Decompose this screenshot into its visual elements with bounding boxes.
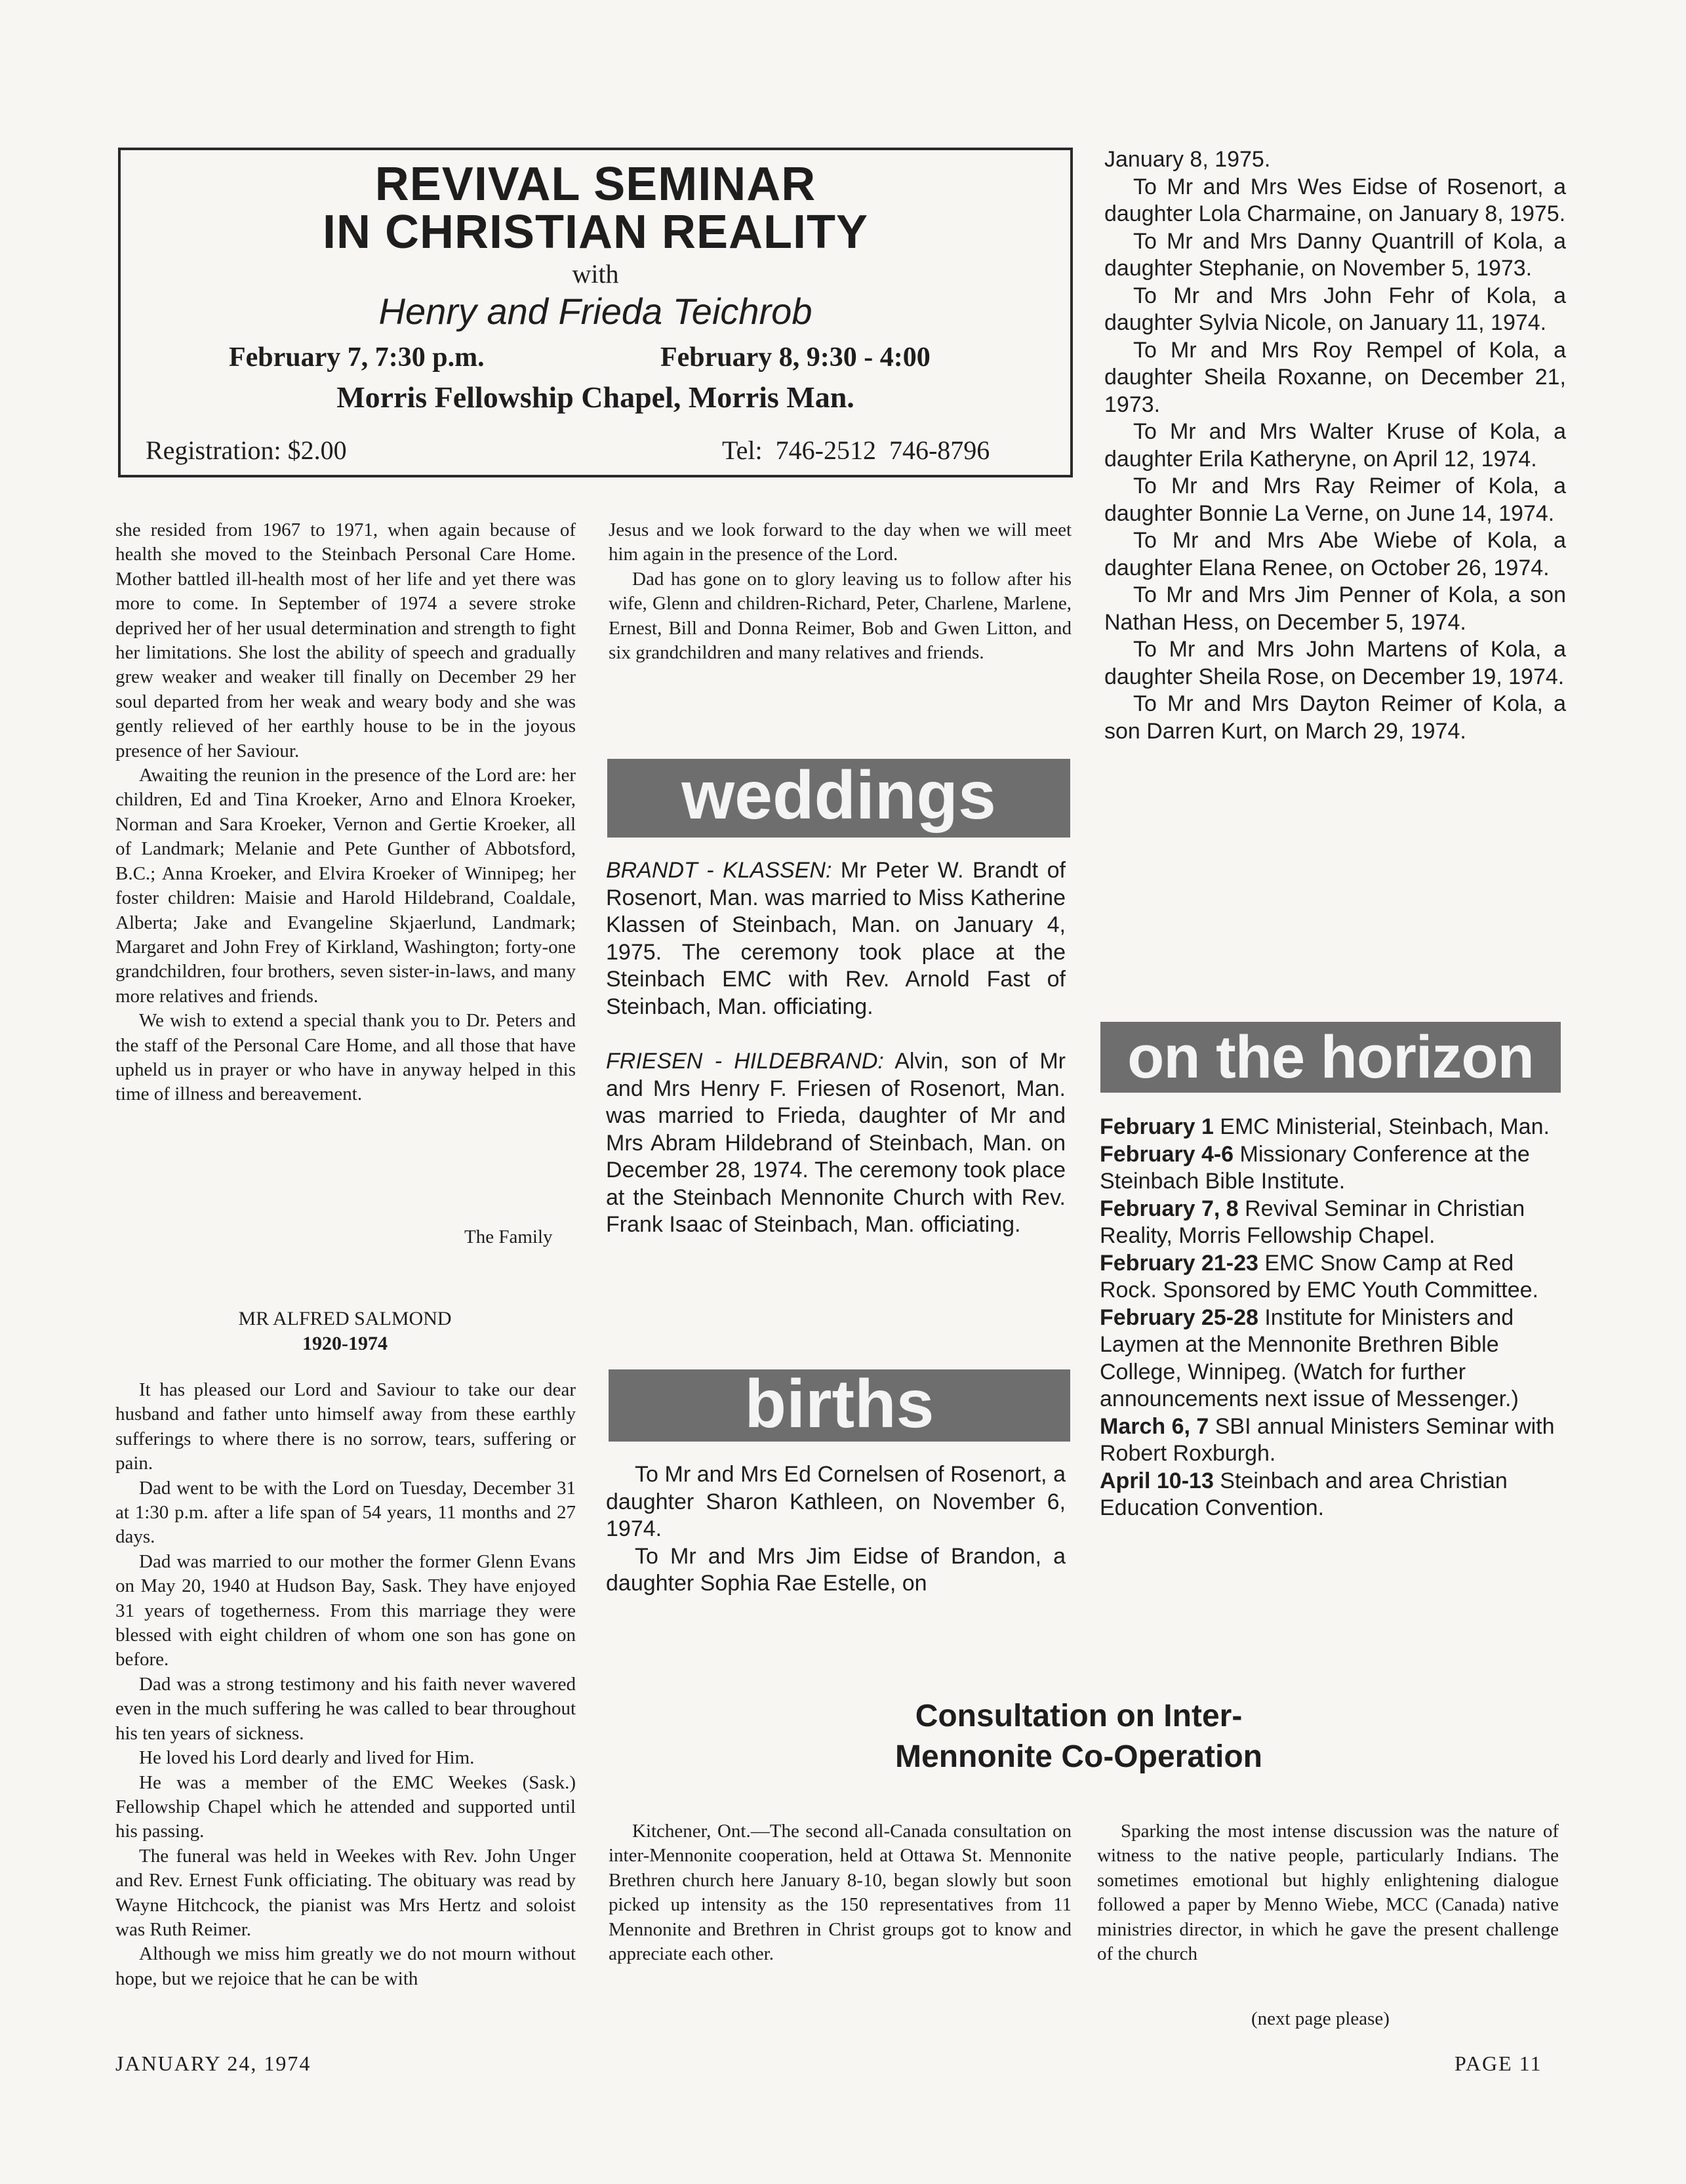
consultation-title-line2: Mennonite Co-Operation: [895, 1739, 1262, 1774]
obituary-1: [115, 518, 576, 1107]
birth-item: To Mr and Mrs Ray Reimer of Kola, a daughter Bonnie La Verne, on June 14, 1974.: [1104, 474, 1566, 526]
horizon-date: February 4-6: [1100, 1141, 1234, 1167]
horizon-item: [1100, 1468, 1567, 1522]
consultation-paragraph: Sparking the most intense discussion was the nature of witness to the native people, particularly Indians. The sometimes emotional but highly enlightening dialogue followed a paper by Menno Wiebe, MCC (Canada) native ministries director, in which he gave the present challenge of the church: [1097, 1821, 1559, 1965]
birth-item: To Mr and Mrs Abe Wiebe of Kola, a daughter Elana Renee, on October 26, 1974.: [1104, 528, 1566, 580]
ad-title-line2: IN CHRISTIAN REALITY: [322, 206, 868, 258]
wedding-text: Mr Peter W. Brandt of Rosenort, Man. was married to Miss Katherine Klassen of Steinbach, Man. on January 4, 1975. The ceremony took place at the Steinbach EMC with Rev. Arnold Fast of Steinbach, Man. officiating.: [606, 858, 1066, 1019]
birth-item: To Mr and Mrs Walter Kruse of Kola, a daughter Erila Katheryne, on April 12, 1974.: [1104, 419, 1566, 472]
wedding-item: [606, 1048, 1066, 1239]
births-list-col2: [606, 1461, 1066, 1598]
consultation-col2: [1097, 1819, 1559, 1966]
horizon-text: EMC Snow Camp at Red Rock. Sponsored by EMC Youth Committee.: [1100, 1250, 1538, 1303]
obit2-paragraph-5: He loved his Lord dearly and lived for Him.: [139, 1747, 475, 1769]
next-page-note: (next page please): [1251, 2008, 1390, 2029]
obituary-2-continued: [609, 518, 1072, 665]
ad-speakers: Henry and Frieda Teichrob: [378, 291, 813, 332]
horizon-item: [1100, 1413, 1567, 1468]
horizon-text: Steinbach and area Christian Education Convention.: [1100, 1468, 1508, 1520]
horizon-item: [1100, 1196, 1567, 1250]
ad-date-1: February 7, 7:30 p.m.: [229, 342, 485, 373]
obit2-paragraph-3: Dad was married to our mother the former Glenn Evans on May 20, 1940 at Hudson Bay, Sask. They have enjoyed 31 years of togetherness. From this marriage they were blessed with eight children of whom one son has gone on before.: [115, 1550, 576, 1670]
consultation-paragraph: Kitchener, Ont.—The second all-Canada consultation on inter-Mennonite cooperation, held at Ottawa St. Mennonite Brethren church here January 8-10, began slowly but soon picked up intensity as the 150 representatives from 11 Mennonite and Brethren in Christ groups got to know and appreciate each other.: [609, 1821, 1072, 1965]
horizon-item: [1100, 1250, 1567, 1304]
ad-title-line1: REVIVAL SEMINAR: [374, 158, 816, 211]
consultation-col1: [609, 1819, 1072, 1966]
revival-seminar-ad: [118, 148, 1073, 477]
birth-item: To Mr and Mrs Dayton Reimer of Kola, a son Darren Kurt, on March 29, 1974.: [1104, 691, 1566, 744]
wedding-text: Alvin, son of Mr and Mrs Henry F. Friesen of Rosenort, Man. was married to Frieda, daughter of Mr and Mrs Abram Hildebrand of Steinbach, Man. on December 28, 1974. The ceremony took place at the Steinbach Mennonite Church with Rev. Frank Isaac of Steinbach, Man. officiating.: [606, 1049, 1066, 1237]
wedding-names: BRANDT - KLASSEN:: [606, 858, 832, 883]
obituary-2: [115, 1378, 576, 1991]
horizon-text: Revival Seminar in Christian Reality, Morris Fellowship Chapel.: [1100, 1196, 1525, 1248]
birth-item: To Mr and Mrs Roy Rempel of Kola, a daughter Sheila Roxanne, on December 21, 1973.: [1104, 337, 1566, 417]
obit2-paragraph-2: Dad went to be with the Lord on Tuesday, December 31 at 1:30 p.m. after a life span of 54 years, 11 months and 27 days.: [115, 1477, 576, 1548]
horizon-item: [1100, 1304, 1567, 1413]
obit2-cont-paragraph-1: Jesus and we look forward to the day when we will meet him again in the presence of the Lord.: [609, 519, 1072, 565]
obit2-cont-paragraph-2: Dad has gone on to glory leaving us to follow after his wife, Glenn and children-Richard, Peter, Charlene, Marlene, Ernest, Bill and Donna Reimer, Bob and Gwen Litton, and six grandchildren and many relatives and friends.: [609, 568, 1072, 664]
horizon-date: February 7, 8: [1100, 1196, 1239, 1221]
birth-continuation: January 8, 1975.: [1104, 147, 1271, 172]
horizon-text: SBI annual Ministers Seminar with Robert Roxburgh.: [1100, 1413, 1555, 1466]
wedding-item: [606, 857, 1066, 1021]
horizon-date: February 1: [1100, 1114, 1214, 1139]
consultation-title-line1: Consultation on Inter-: [915, 1699, 1243, 1733]
obit2-paragraph-7: The funeral was held in Weekes with Rev. John Unger and Rev. Ernest Funk officiating. The obituary was read by Wayne Hitchcock, the pianist was Mrs Hertz and soloist was Ruth Reimer.: [115, 1845, 576, 1940]
horizon-banner: on the horizon: [1100, 1022, 1561, 1093]
obit2-paragraph-6: He was a member of the EMC Weekes (Sask.) Fellowship Chapel which he attended and supported until his passing.: [115, 1771, 576, 1842]
weddings-banner: weddings: [607, 759, 1070, 838]
birth-item: To Mr and Mrs John Martens of Kola, a daughter Sheila Rose, on December 19, 1974.: [1104, 637, 1566, 689]
obit1-signature: The Family: [464, 1226, 553, 1247]
horizon-date: February 21-23: [1100, 1250, 1258, 1276]
horizon-date: April 10-13: [1100, 1468, 1214, 1493]
ad-date-2: February 8, 9:30 - 4:00: [660, 342, 931, 373]
births-list-col3: [1104, 146, 1566, 745]
footer-date: JANUARY 24, 1974: [115, 2052, 311, 2075]
obit2-paragraph-4: Dad was a strong testimony and his faith never wavered even in the much suffering he was called to bear throughout his ten years of sickness.: [115, 1673, 576, 1744]
birth-item: To Mr and Mrs Danny Quantrill of Kola, a daughter Stephanie, on November 5, 1973.: [1104, 228, 1566, 281]
ad-venue: Morris Fellowship Chapel, Morris Man.: [336, 380, 854, 414]
obit1-paragraph-1: she resided from 1967 to 1971, when again because of health she moved to the Steinbach Personal Care Home. Mother battled ill-health most of her life and yet there was more to come. In September of 1974 a severe stroke deprived her of her usual determination and strength to fight her limitations. She lost the ability of speech and gradually grew weaker and weaker till finally on December 29 her soul departed from her weak and weary body and she was gently relieved of her earthly house to be in the joyous presence of her Saviour.: [115, 519, 576, 761]
birth-item: To Mr and Mrs Jim Penner of Kola, a son Nathan Hess, on December 5, 1974.: [1104, 582, 1566, 635]
obit1-paragraph-2: Awaiting the reunion in the presence of the Lord are: her children, Ed and Tina Kroeker, Arno and Elnora Kroeker, Norman and Sara Kroeker, Vernon and Gertie Kroeker, all of Landmark; Melanie and Pete Gunther of Abbotsford, B.C.; Anna Kroeker, and Elvira Kroeker of Winnipeg; her foster children: Maisie and Harold Hildebrand, Coaldale, Alberta; Jake and Evangeline Skjaerlund, Landmark; Margaret and John Frey of Kirkland, Washington; forty-one grandchildren, four brothers, seven sister-in-laws, and many more relatives and friends.: [115, 765, 576, 1007]
horizon-list: [1100, 1114, 1567, 1522]
horizon-text: Missionary Conference at the Steinbach Bible Institute.: [1100, 1141, 1530, 1194]
footer-page-number: PAGE 11: [1455, 2052, 1542, 2075]
birth-item: To Mr and Mrs Jim Eidse of Brandon, a daughter Sophia Rae Estelle, on: [606, 1543, 1066, 1596]
horizon-text: Institute for Ministers and Laymen at the Mennonite Brethren Bible College, Winnipeg. (Watch for further announcements next issue of Messenger.): [1100, 1304, 1519, 1411]
horizon-item: [1100, 1141, 1567, 1196]
horizon-item: [1100, 1114, 1567, 1141]
obit2-paragraph-8: Although we miss him greatly we do not mourn without hope, but we rejoice that he can be with: [115, 1943, 576, 1989]
horizon-date: March 6, 7: [1100, 1413, 1209, 1439]
obit2-years: 1920-1974: [302, 1333, 388, 1354]
horizon-text: EMC Ministerial, Steinbach, Man.: [1213, 1114, 1550, 1139]
horizon-date: February 25-28: [1100, 1304, 1258, 1330]
obit1-paragraph-3: We wish to extend a special thank you to Dr. Peters and the staff of the Personal Care Home, and all those that have upheld us in prayer or who have in anyway helped in this time of illness and bereavement.: [115, 1010, 576, 1105]
birth-item: To Mr and Mrs John Fehr of Kola, a daughter Sylvia Nicole, on January 11, 1974.: [1104, 283, 1566, 335]
ad-registration: Registration: $2.00: [146, 435, 347, 465]
birth-item: To Mr and Mrs Wes Eidse of Rosenort, a daughter Lola Charmaine, on January 8, 1975.: [1104, 174, 1566, 226]
ad-telephone: Tel: 746-2512 746-8796: [722, 435, 990, 465]
weddings-list: [606, 857, 1066, 1239]
ad-with: with: [572, 259, 619, 289]
wedding-names: FRIESEN - HILDEBRAND:: [606, 1049, 884, 1074]
obit2-paragraph-1: It has pleased our Lord and Saviour to take our dear husband and father unto himself away from these earthly sufferings to where there is no sorrow, tears, suffering or pain.: [115, 1379, 576, 1474]
births-banner: births: [609, 1369, 1070, 1442]
birth-item: To Mr and Mrs Ed Cornelsen of Rosenort, a daughter Sharon Kathleen, on November 6, 1974.: [606, 1462, 1066, 1541]
obit2-name: MR ALFRED SALMOND: [238, 1308, 452, 1329]
